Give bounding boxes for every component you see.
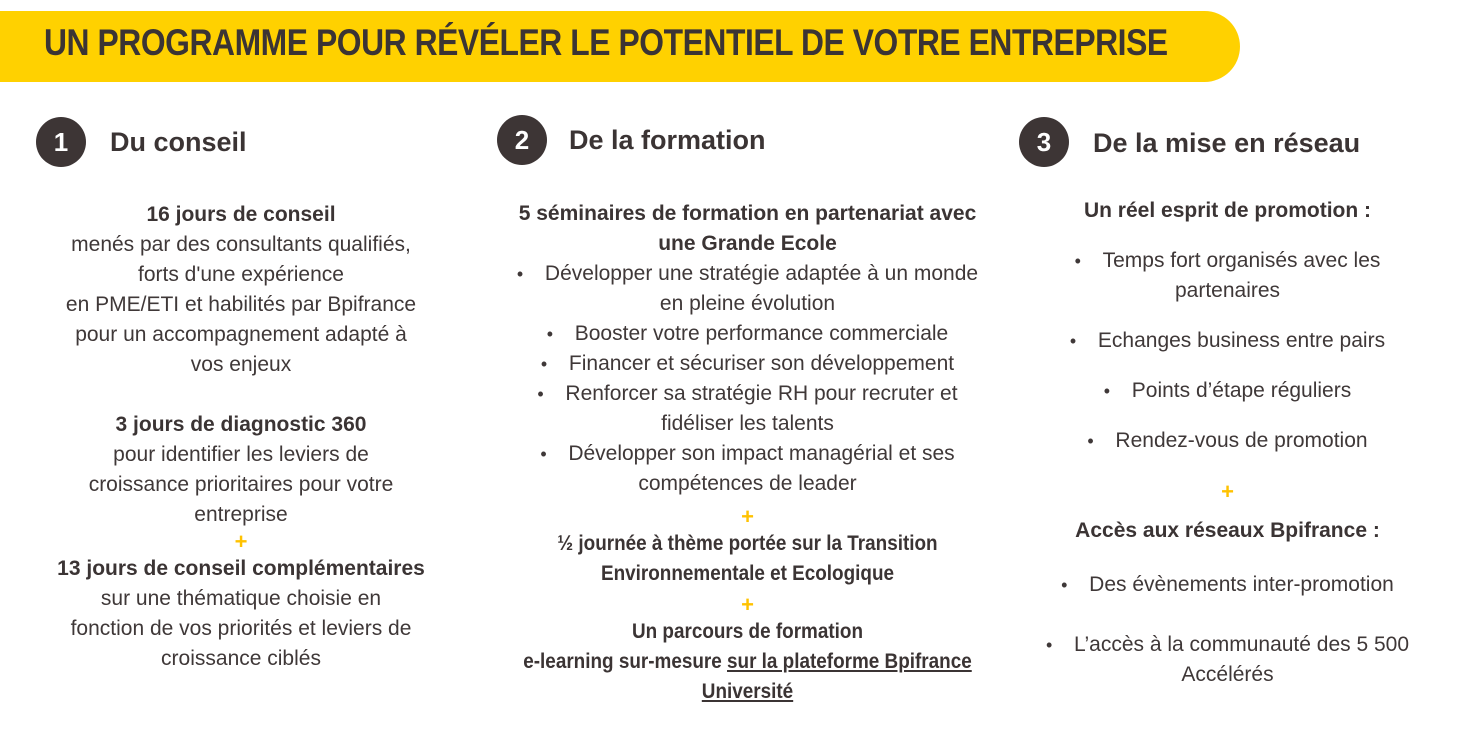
list-item [1010,426,1445,456]
list-item-label: Développer une stratégie adaptée à un monde [544,262,979,285]
list-item [470,439,1025,469]
complementary-text-line: croissance ciblés [161,647,321,670]
page-title: UN PROGRAMME POUR RÉVÉLER LE POTENTIEL DE VOTRE ENTREPRISE [44,22,1168,63]
list-item-label: Temps fort organisés avec les [1102,249,1381,272]
list-item-label: Booster votre performance commerciale [574,322,949,345]
list-item-continuation: Accélérés [1181,663,1274,686]
diagnostic-text-line: croissance prioritaires pour votre [88,473,394,496]
column-title-reseau: De la mise en réseau [1093,128,1361,158]
bullet-icon: • [1074,251,1081,271]
theme-heading: ½ journée à thème portée sur la Transition [557,532,938,555]
elearning-line [498,647,998,677]
list-item-label: Renforcer sa stratégie RH pour recruter et [565,382,958,405]
list-item-label: Echanges business entre pairs [1097,329,1386,352]
bullet-icon: • [537,384,544,404]
list-item-label: Rendez-vous de promotion [1115,429,1368,452]
promotion-heading: Un réel esprit de promotion : [1083,199,1372,222]
conseil-text-line: forts d'une expérience [138,263,344,286]
step-number-3: 3 [1019,117,1069,167]
list-item-label: Points d’étape réguliers [1131,379,1352,402]
list-item [470,379,1025,409]
bullet-icon: • [546,324,554,344]
bullet-icon: • [540,444,547,464]
list-item-label: Des évènements inter-promotion [1089,573,1394,596]
bullet-icon: • [1061,575,1068,595]
step-number-2: 2 [497,115,547,165]
column-title-formation: De la formation [569,125,766,155]
plus-separator: + [1221,479,1234,504]
list-item-label: Développer son impact managérial et ses [568,442,955,465]
bullet-icon: • [540,354,548,374]
theme-heading: Environnementale et Ecologique [600,562,895,585]
bullet-icon: • [516,264,524,284]
seminars-heading: 5 séminaires de formation en partenariat avec [518,202,977,225]
conseil-text-line: pour un accompagnement adapté à [75,323,407,346]
diagnostic-text-line: entreprise [194,503,288,526]
plus-separator: + [741,592,754,617]
bullet-icon: • [1045,635,1053,655]
list-item-label: L’accès à la communauté des 5 500 [1073,633,1410,656]
bullet-icon: • [1087,431,1094,451]
list-item-continuation: en pleine évolution [659,292,836,315]
complementary-heading: 13 jours de conseil complémentaires [57,557,425,580]
list-item [1010,630,1445,660]
list-item [470,349,1025,379]
column-reseau [1010,196,1445,690]
elearning-prefix: e-learning sur-mesure [523,650,728,673]
conseil-days-heading: 16 jours de conseil [146,203,336,226]
bullet-icon: • [1069,331,1077,351]
network-heading: Accès aux réseaux Bpifrance : [1075,519,1380,542]
seminars-heading: une Grande Ecole [658,232,837,255]
list-item [1010,570,1445,600]
complementary-text-line: fonction de vos priorités et leviers de [70,617,412,640]
column-conseil [20,200,462,674]
list-item [1010,326,1445,356]
plus-separator: + [741,504,754,529]
column-formation [470,199,1025,707]
diagnostic-text-line: pour identifier les leviers de [113,443,369,466]
list-item [470,319,1025,349]
elearning-heading: Un parcours de formation [631,620,864,643]
step-number-1: 1 [36,117,86,167]
list-item [470,259,1025,289]
list-item-continuation: partenaires [1174,279,1281,302]
list-item [1010,376,1445,406]
list-item-label: Financer et sécuriser son développement [568,352,955,375]
column-title-conseil: Du conseil [110,127,247,157]
complementary-text-line: sur une thématique choisie en [100,587,382,610]
plus-separator: + [234,529,248,554]
diagnostic-heading: 3 jours de diagnostic 360 [115,413,367,436]
list-item-continuation: compétences de leader [638,472,857,495]
bpifrance-universite-link[interactable]: Université [701,680,794,703]
bpifrance-universite-link[interactable]: sur la plateforme Bpifrance [727,650,972,673]
conseil-text-line: vos enjeux [190,353,292,376]
list-item-continuation: fidéliser les talents [661,412,834,435]
bullet-icon: • [1103,381,1111,401]
list-item [1010,246,1445,276]
conseil-text-line: menés par des consultants qualifiés, [71,233,411,256]
conseil-text-line: en PME/ETI et habilités par Bpifrance [65,293,417,316]
